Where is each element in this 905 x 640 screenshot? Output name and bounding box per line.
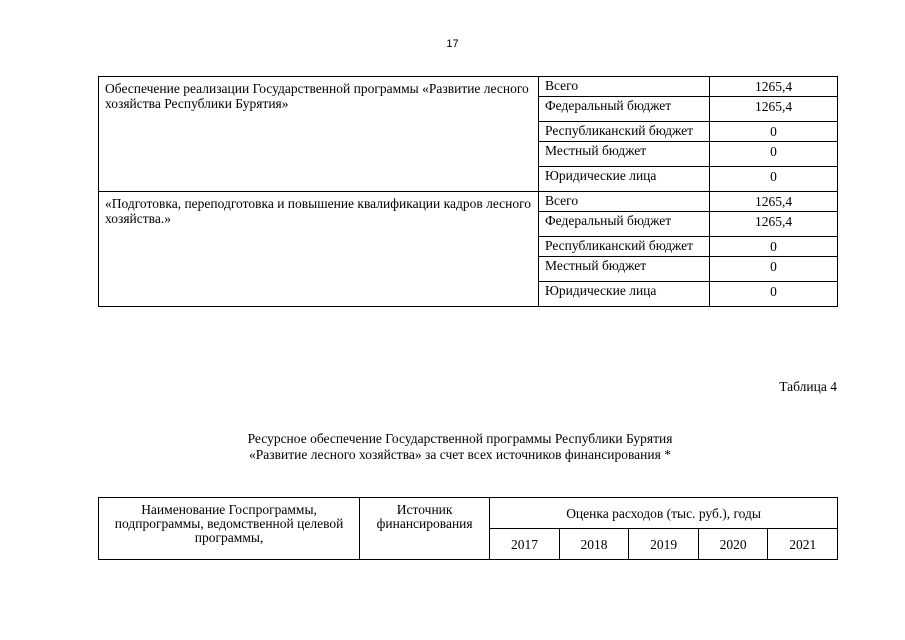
header-name-column: Наименование Госпрограммы, подпрограммы, ведомственной целевой программы,	[99, 498, 360, 560]
header-year: 2018	[559, 529, 629, 560]
resource-table-header	[98, 497, 838, 560]
funding-amount: 1265,4	[710, 77, 838, 97]
funding-amount: 0	[710, 237, 838, 257]
funding-amount: 1265,4	[710, 192, 838, 212]
table-row	[99, 192, 838, 212]
header-row	[99, 498, 838, 529]
header-year: 2021	[768, 529, 838, 560]
funding-source: Федеральный бюджет	[539, 212, 710, 237]
header-year: 2019	[629, 529, 699, 560]
funding-source: Юридические лица	[539, 167, 710, 192]
funding-amount: 0	[710, 167, 838, 192]
header-source-column: Источник финансирования	[360, 498, 490, 560]
funding-source: Местный бюджет	[539, 257, 710, 282]
funding-amount: 0	[710, 142, 838, 167]
funding-amount: 0	[710, 257, 838, 282]
program-name: Обеспечение реализации Государственной программы «Развитие лесного хозяйства Республики Бурятия»	[99, 77, 539, 192]
header-year: 2020	[698, 529, 768, 560]
budget-table	[98, 76, 838, 307]
table-number: Таблица 4	[779, 379, 837, 394]
funding-amount: 0	[710, 122, 838, 142]
funding-amount: 0	[710, 282, 838, 307]
funding-source: Всего	[539, 77, 710, 97]
funding-source: Республиканский бюджет	[539, 122, 710, 142]
funding-source: Местный бюджет	[539, 142, 710, 167]
funding-source: Всего	[539, 192, 710, 212]
page-number: 17	[446, 38, 459, 50]
program-name: «Подготовка, переподготовка и повышение квалификации кадров лесного хозяйства.»	[99, 192, 539, 307]
funding-source: Федеральный бюджет	[539, 97, 710, 122]
header-estimate-column: Оценка расходов (тыс. руб.), годы	[490, 498, 838, 529]
funding-amount: 1265,4	[710, 212, 838, 237]
funding-source: Республиканский бюджет	[539, 237, 710, 257]
table-title: Ресурсное обеспечение Государственной программы Республики Бурятия «Развитие лесного хозяйства» за счет всех источников финансирования *	[247, 431, 673, 462]
funding-source: Юридические лица	[539, 282, 710, 307]
table-row	[99, 77, 838, 97]
header-year: 2017	[490, 529, 560, 560]
funding-amount: 1265,4	[710, 97, 838, 122]
